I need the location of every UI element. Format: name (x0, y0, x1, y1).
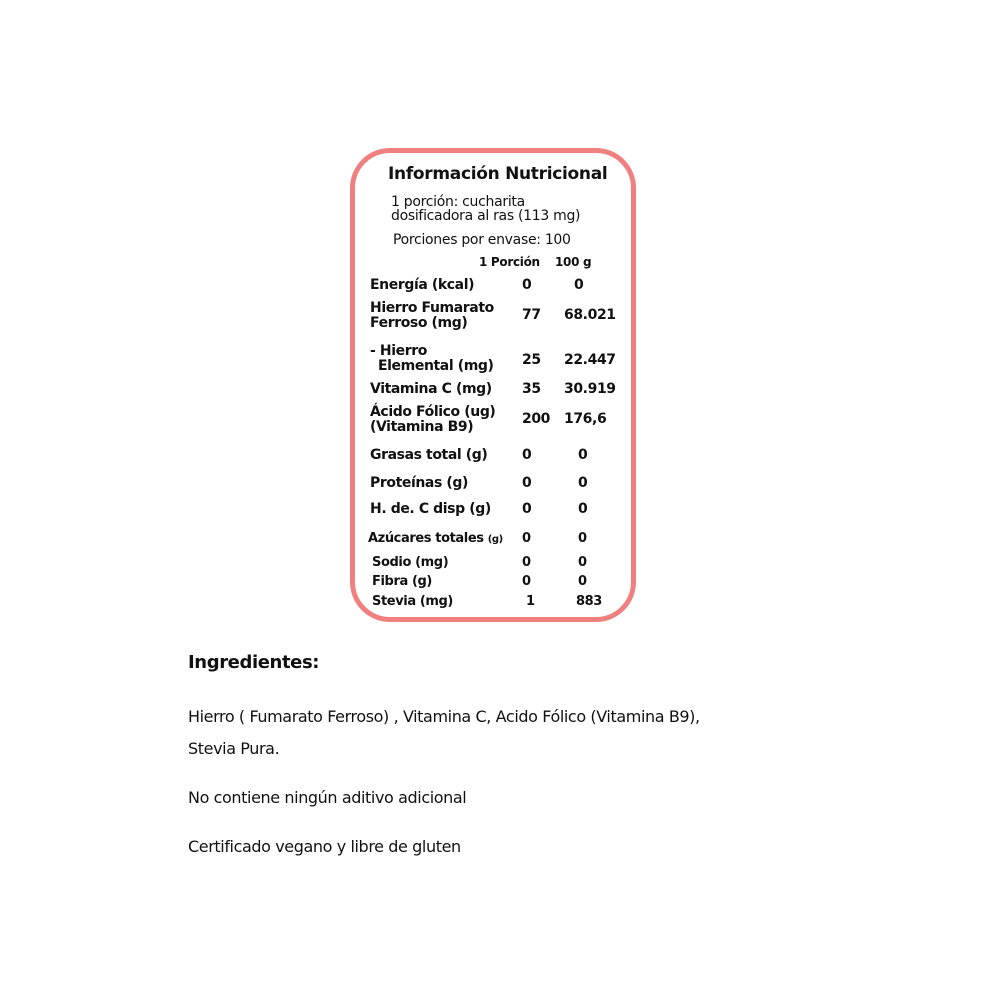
nutrient-name: Sodio (mg) (372, 555, 449, 570)
nutrient-name: H. de. C disp (g) (370, 501, 491, 517)
nutrition-label (350, 148, 636, 622)
nutrient-name: Stevia (mg) (372, 594, 453, 609)
nutrient-value-portion: 0 (522, 501, 532, 517)
column-header-100g: 100 g (555, 255, 592, 269)
nutrient-value-100g: 176,6 (564, 411, 607, 427)
nutrient-value-portion: 0 (522, 447, 532, 463)
nutrient-value-100g: 0 (578, 447, 588, 463)
nutrient-value-portion: 0 (522, 277, 532, 293)
nutrient-value-100g: 0 (578, 531, 587, 546)
nutrient-value-100g: 22.447 (564, 352, 616, 368)
nutrition-title: Información Nutricional (388, 164, 608, 184)
ingredients-list-line-1: Hierro ( Fumarato Ferroso) , Vitamina C, Acido Fólico (Vitamina B9), (188, 707, 700, 726)
nutrient-value-portion: 35 (522, 381, 541, 397)
serving-size-line-2: dosificadora al ras (113 mg) (391, 208, 581, 224)
nutrient-value-portion: 200 (522, 411, 551, 427)
serving-size-line-1: 1 porción: cucharita (391, 194, 525, 210)
nutrient-value-portion: 0 (522, 475, 532, 491)
nutrient-value-100g: 0 (574, 277, 584, 293)
nutrient-value-portion: 0 (522, 531, 531, 546)
nutrient-value-100g: 0 (578, 555, 587, 570)
nutrient-value-100g: 883 (576, 594, 602, 609)
nutrient-value-100g: 0 (578, 501, 588, 517)
nutrient-name: Ácido Fólico (ug) (Vitamina B9) (370, 404, 496, 435)
column-header-portion: 1 Porción (479, 255, 540, 269)
nutrient-value-portion: 25 (522, 352, 541, 368)
nutrient-name: Energía (kcal) (370, 277, 475, 293)
nutrient-name: - Hierro Elemental (mg) (370, 343, 494, 374)
nutrient-value-portion: 1 (526, 594, 535, 609)
nutrient-name: Proteínas (g) (370, 475, 469, 491)
nutrient-value-100g: 0 (578, 475, 588, 491)
ingredients-title: Ingredientes: (188, 652, 320, 673)
nutrient-value-100g: 0 (578, 574, 587, 589)
nutrient-value-portion: 0 (522, 574, 531, 589)
nutrient-name: Hierro Fumarato Ferroso (mg) (370, 300, 494, 331)
vegan-gluten-free-note: Certificado vegano y libre de gluten (188, 837, 461, 856)
nutrient-value-100g: 68.021 (564, 307, 616, 323)
nutrient-value-100g: 30.919 (564, 381, 616, 397)
ingredients-list-line-2: Stevia Pura. (188, 739, 280, 758)
servings-per-container: Porciones por envase: 100 (393, 232, 571, 248)
nutrient-value-portion: 77 (522, 307, 541, 323)
nutrient-name: Azúcares totales (g) (368, 531, 503, 546)
nutrient-value-portion: 0 (522, 555, 531, 570)
no-additives-note: No contiene ningún aditivo adicional (188, 788, 467, 807)
nutrient-name: Vitamina C (mg) (370, 381, 492, 397)
nutrient-name: Fibra (g) (372, 574, 432, 589)
nutrient-name: Grasas total (g) (370, 447, 488, 463)
